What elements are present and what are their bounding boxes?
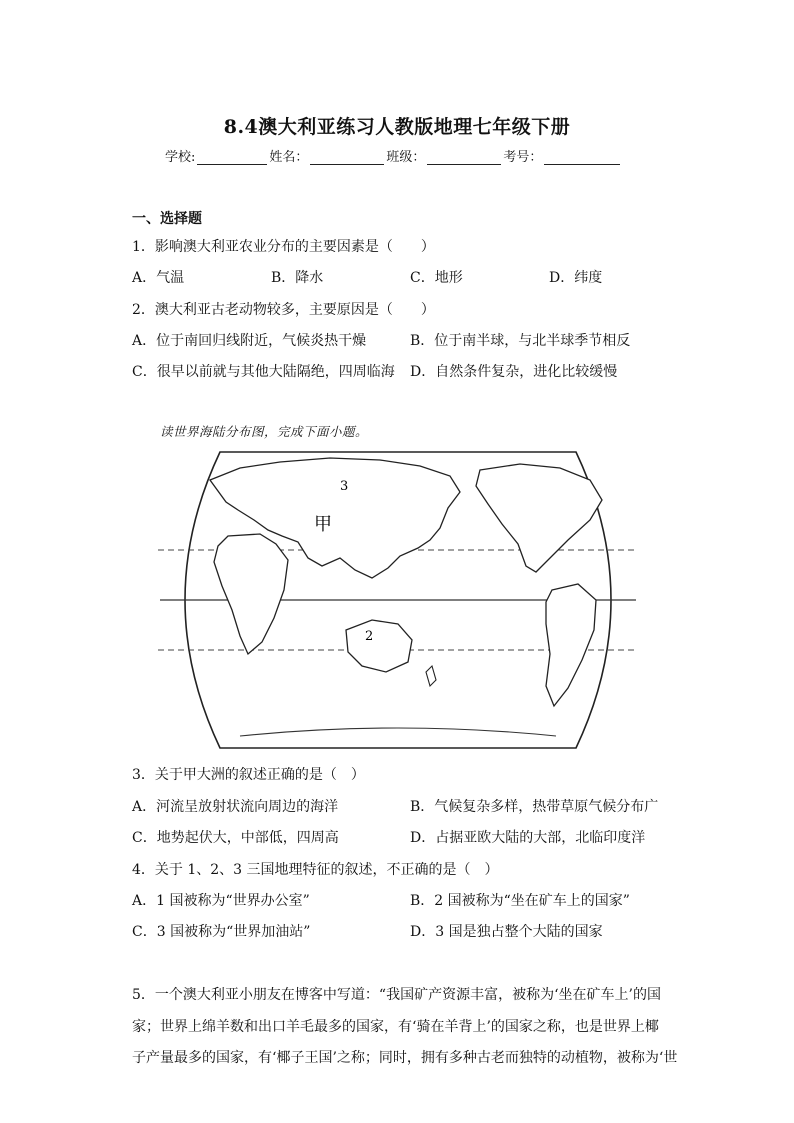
question-5-line-3: 子产量最多的国家，有‘椰子王国’之称；同时，拥有多种古老而独特的动植物，被称为‘世 — [132, 1050, 678, 1066]
question-5-line-2: 家；世界上绵羊数和出口羊毛最多的国家，有‘骑在羊背上’的国家之称，也是世界上椰 — [132, 1019, 659, 1035]
question-2-option-b: B．位于南半球，与北半球季节相反 — [410, 333, 631, 349]
name-label: 姓名： — [269, 150, 309, 165]
page-title: 8.4澳大利亚练习人教版地理七年级下册 — [223, 116, 571, 138]
question-5-line-1: 5．一个澳大利亚小朋友在博客中写道：“我国矿产资源丰富，被称为‘坐在矿车上’的国 — [132, 987, 661, 1003]
question-1-option-c: C．地形 — [410, 270, 463, 286]
question-4-option-c: C．3 国被称为“世界加油站” — [132, 924, 311, 940]
exam-no-label: 考号： — [503, 150, 543, 165]
section-title: 一、选择题 — [132, 211, 202, 227]
question-3-option-c: C．地势起伏大，中部低，四周高 — [132, 830, 339, 846]
map-caption: 读世界海陆分布图，完成下面小题。 — [160, 424, 369, 439]
label-jia: 甲 — [314, 514, 332, 535]
exam-no-blank — [544, 151, 620, 165]
question-1-option-b: B．降水 — [271, 270, 324, 286]
question-2-option-a: A．位于南回归线附近，气候炎热干燥 — [132, 333, 367, 349]
question-2-stem: 2．澳大利亚古老动物较多，主要原因是（ ） — [132, 302, 435, 318]
question-2-option-d: D．自然条件复杂，进化比较缓慢 — [410, 364, 618, 380]
question-4-option-d: D．3 国是独占整个大陆的国家 — [410, 924, 603, 940]
question-3-stem: 3．关于甲大洲的叙述正确的是（ ） — [132, 767, 365, 783]
school-blank — [197, 151, 267, 165]
question-3-option-b: B．气候复杂多样，热带草原气候分布广 — [410, 799, 659, 815]
class-label: 班级： — [386, 150, 426, 165]
world-map — [150, 440, 646, 760]
label-2: 2 — [365, 629, 374, 644]
label-3: 3 — [340, 479, 349, 494]
question-2-option-c: C．很早以前就与其他大陆隔绝，四周临海 — [132, 364, 395, 380]
question-4-stem: 4．关于 1、2、3 三国地理特征的叙述，不正确的是（ ） — [132, 862, 499, 878]
name-blank — [310, 151, 384, 165]
question-4-option-a: A．1 国被称为“世界办公室” — [132, 893, 310, 909]
student-info-line — [165, 146, 622, 165]
class-blank — [427, 151, 501, 165]
question-1-option-d: D．纬度 — [549, 270, 603, 286]
question-3-option-d: D．占据亚欧大陆的大部，北临印度洋 — [410, 830, 646, 846]
question-1-option-a: A．气温 — [132, 270, 185, 286]
question-3-option-a: A．河流呈放射状流向周边的海洋 — [132, 799, 339, 815]
school-label: 学校: — [165, 150, 196, 165]
question-1-stem: 1．影响澳大利亚农业分布的主要因素是（ ） — [132, 239, 435, 255]
question-4-option-b: B．2 国被称为“坐在矿车上的国家” — [410, 893, 630, 909]
